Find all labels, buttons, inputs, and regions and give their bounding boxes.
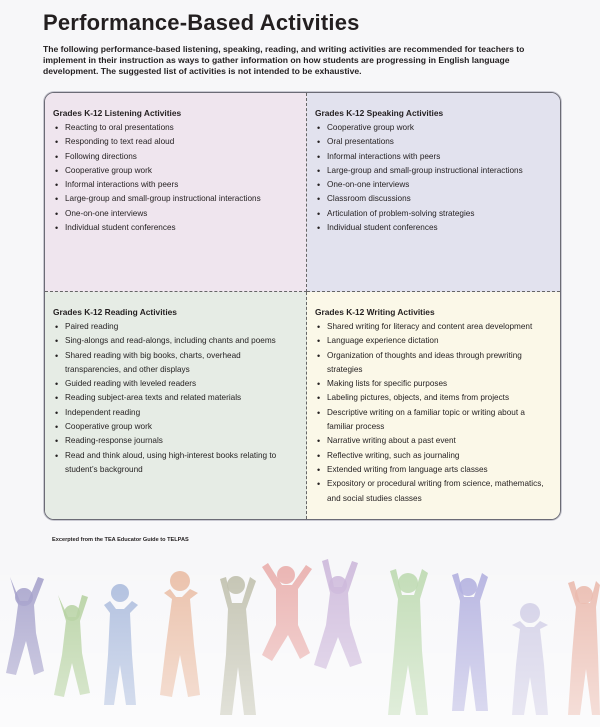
list-item: • Extended writing from language arts classes xyxy=(315,463,552,477)
list-item: • Cooperative group work xyxy=(315,121,552,135)
intro-paragraph: The following performance-based listening, speaking, reading, and writing activities are recommended for teachers to implement in their instruction as ways to gather information on how students are progressing in English language development. The suggested list of activities is not intended to be exhaustive. xyxy=(43,44,525,76)
list-item: • Read and think aloud, using high-interest books relating to student’s background xyxy=(53,449,298,478)
reading-heading: Grades K-12 Reading Activities xyxy=(53,307,177,317)
listening-heading: Grades K-12 Listening Activities xyxy=(53,108,182,118)
list-item: • Making lists for specific purposes xyxy=(315,377,552,391)
list-item: • Informal interactions with peers xyxy=(315,150,552,164)
list-item: • Reading-response journals xyxy=(53,434,298,448)
list-item: • Guided reading with leveled readers xyxy=(53,377,298,391)
list-item: • Descriptive writing on a familiar topic or writing about a familiar process xyxy=(315,406,552,435)
list-item: • Language experience dictation xyxy=(315,334,552,348)
list-item: • Cooperative group work xyxy=(53,420,298,434)
list-item: • Independent reading xyxy=(53,406,298,420)
list-item: • Following directions xyxy=(53,150,298,164)
list-item: • Paired reading xyxy=(53,320,298,334)
list-item: • One-on-one interviews xyxy=(53,207,298,221)
list-item: • Shared reading with big books, charts, overhead transparencies, and other displays xyxy=(53,349,298,378)
page-title: Performance-Based Activities xyxy=(43,10,360,35)
list-item: • Sing-alongs and read-alongs, including chants and poems xyxy=(53,334,298,348)
list-item: • Cooperative group work xyxy=(53,164,298,178)
list-item: • Responding to text read aloud xyxy=(53,135,298,149)
writing-list xyxy=(315,320,552,506)
list-item: • Reflective writing, such as journaling xyxy=(315,449,552,463)
list-item: • Labeling pictures, objects, and items from projects xyxy=(315,391,552,405)
speaking-list xyxy=(315,121,552,235)
list-item: • Expository or procedural writing from science, mathematics, and social studies classes xyxy=(315,477,552,506)
writing-activities-panel xyxy=(307,292,560,519)
children-silhouettes-illustration xyxy=(0,555,600,727)
listening-list xyxy=(53,121,298,235)
list-item: • Large-group and small-group instructional interactions xyxy=(53,192,298,206)
source-note: Excerpted from the TEA Educator Guide to TELPAS xyxy=(52,537,189,543)
list-item: • Organization of thoughts and ideas through prewriting strategies xyxy=(315,349,552,378)
writing-heading: Grades K-12 Writing Activities xyxy=(315,307,435,317)
list-item: • Articulation of problem-solving strategies xyxy=(315,207,552,221)
list-item: • One-on-one interviews xyxy=(315,178,552,192)
listening-activities-panel xyxy=(45,93,307,292)
list-item: • Shared writing for literacy and content area development xyxy=(315,320,552,334)
list-item: • Large-group and small-group instructional interactions xyxy=(315,164,552,178)
list-item: • Informal interactions with peers xyxy=(53,178,298,192)
list-item: • Individual student conferences xyxy=(53,221,298,235)
reading-activities-panel xyxy=(45,292,307,519)
list-item: • Oral presentations xyxy=(315,135,552,149)
list-item: • Classroom discussions xyxy=(315,192,552,206)
reading-list xyxy=(53,320,298,477)
list-item: • Reacting to oral presentations xyxy=(53,121,298,135)
speaking-activities-panel xyxy=(307,93,560,292)
list-item: • Individual student conferences xyxy=(315,221,552,235)
list-item: • Narrative writing about a past event xyxy=(315,434,552,448)
list-item: • Reading subject-area texts and related materials xyxy=(53,391,298,405)
activities-grid xyxy=(44,92,561,520)
speaking-heading: Grades K-12 Speaking Activities xyxy=(315,108,444,118)
